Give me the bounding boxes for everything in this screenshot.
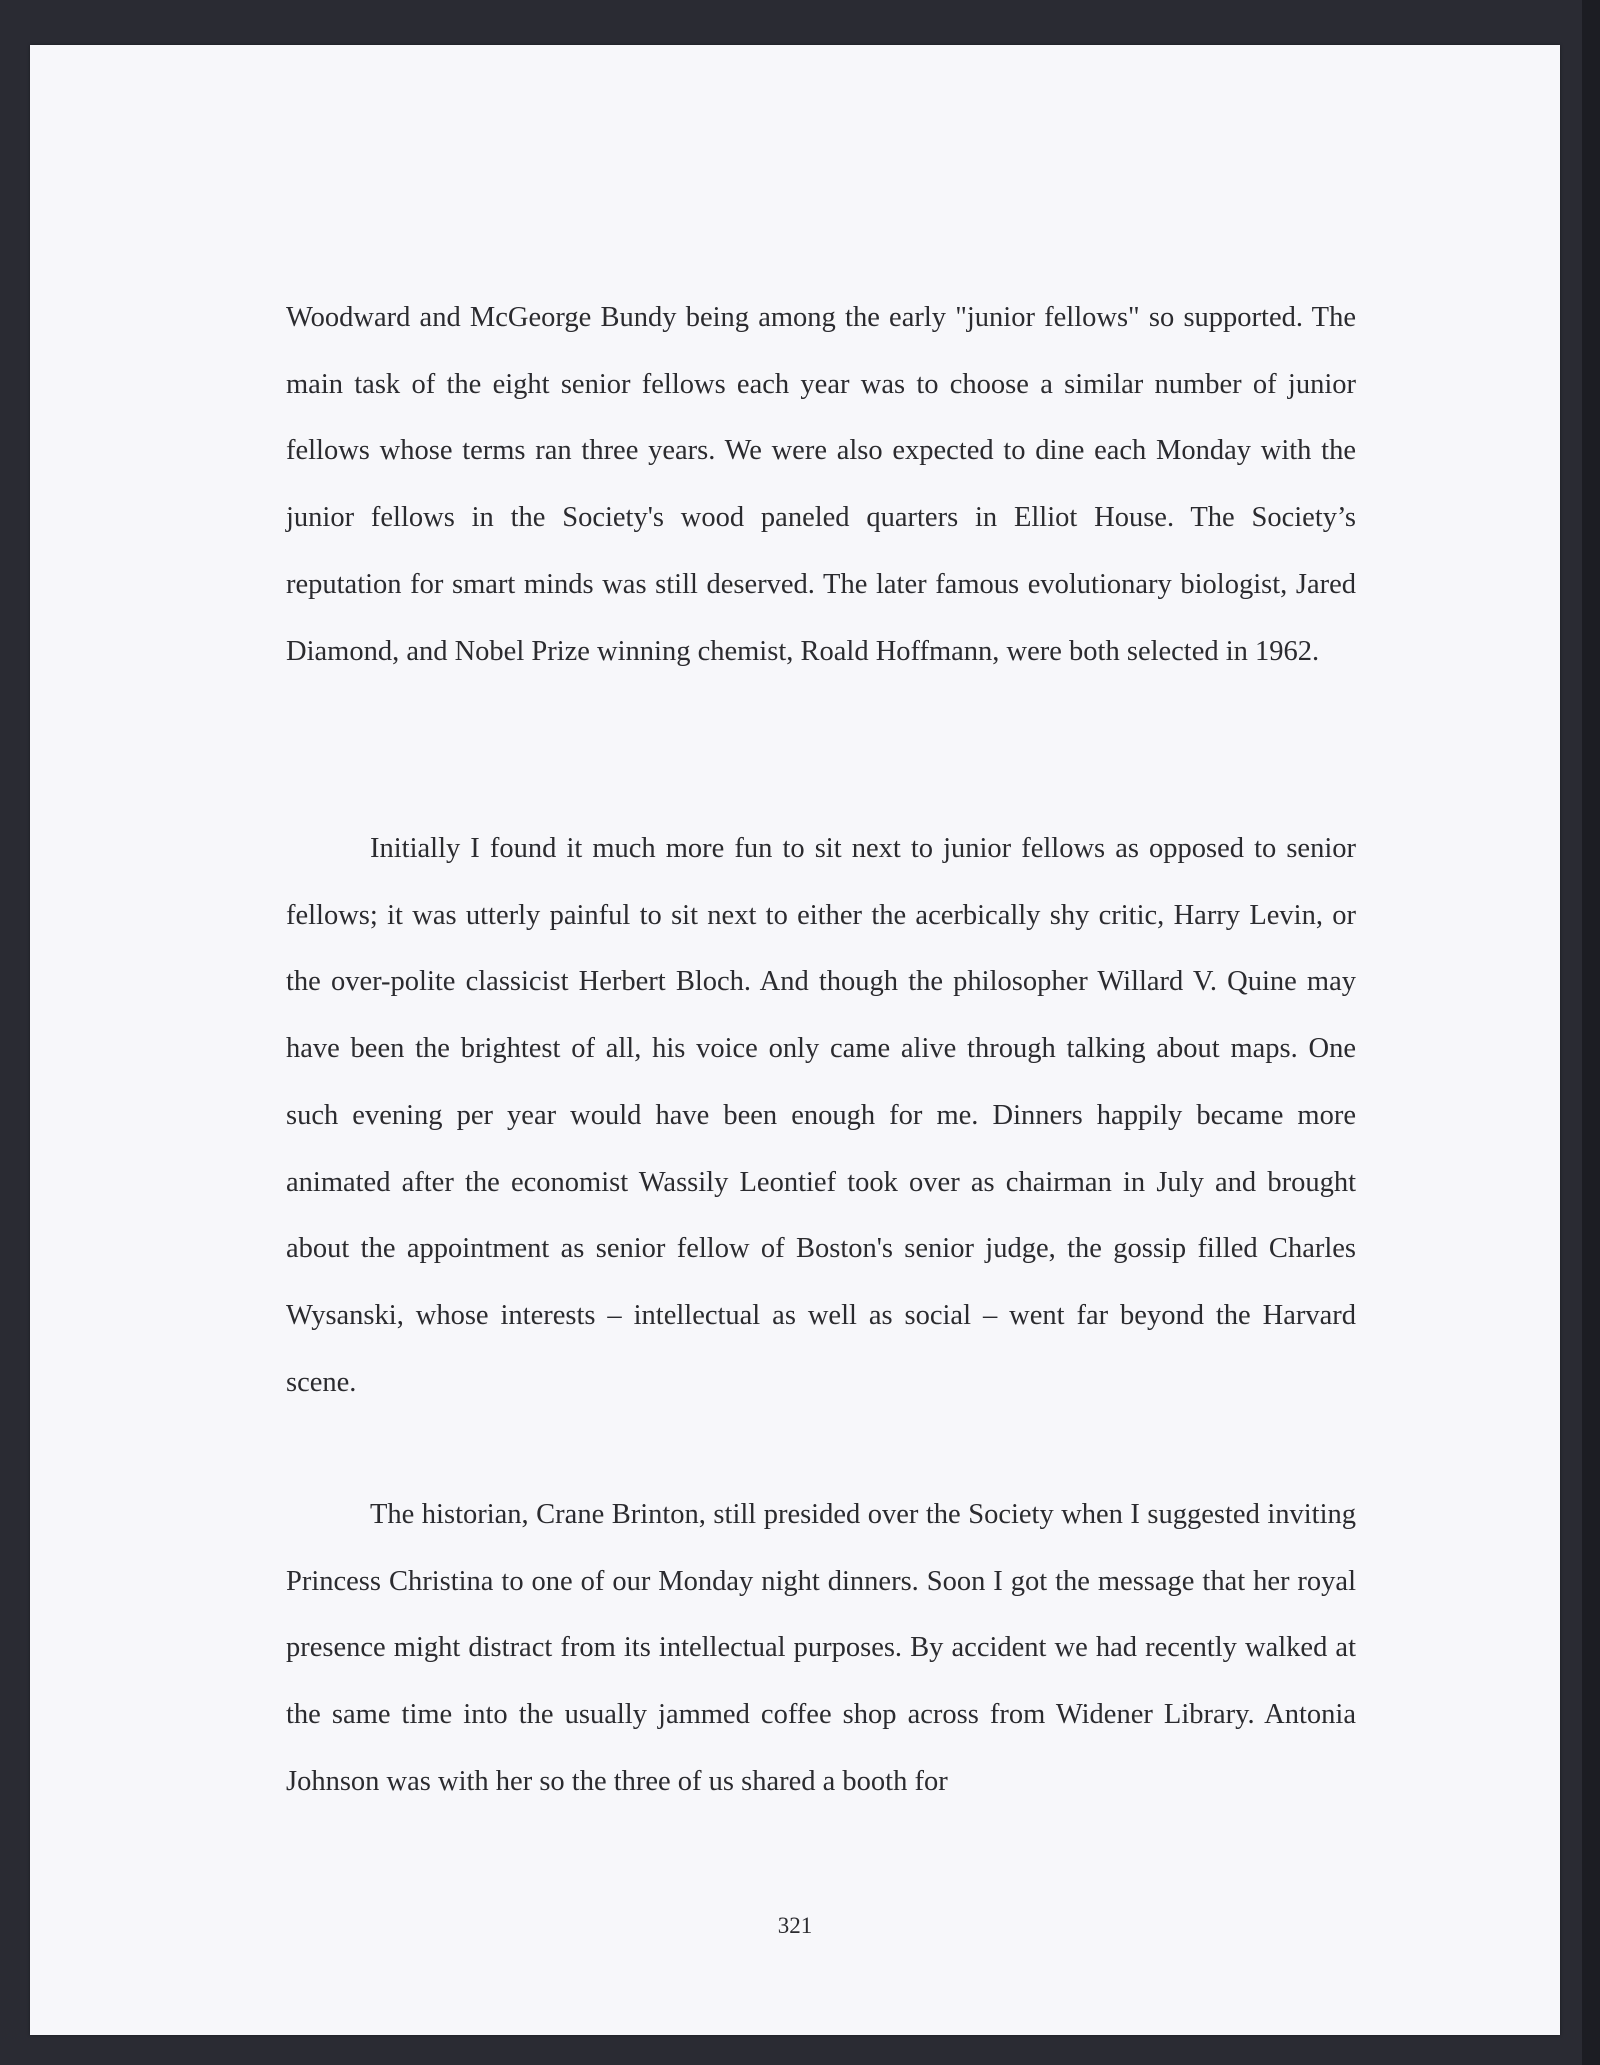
page-number: 321 <box>777 1913 813 1938</box>
document-page <box>30 45 1560 2035</box>
paragraph-3: The historian, Crane Brinton, still presided over the Society when I suggested inviting Princess Christina to one of our Monday night dinners. Soon I got the message that her royal presence might distract from its intellectual purposes. By accident we had recently walked at the same time into the usually jammed coffee shop across from Widener Library. Antonia Johnson was with her so the three of us shared a booth for <box>286 1499 1356 1797</box>
paragraph-2: Initially I found it much more fun to sit next to junior fellows as opposed to senior fellows; it was utterly painful to sit next to either the acerbically shy critic, Harry Levin, or the over-polite classicist Herbert Bloch. And though the philosopher Willard V. Quine may have been the brightest of all, his voice only came alive through talking about maps. One such evening per year would have been enough for me. Dinners happily became more animated after the economist Wassily Leontief took over as chairman in July and brought about the appointment as senior fellow of Boston's senior judge, the gossip filled Charles Wysanski, whose interests – intellectual as well as social – went far beyond the Harvard scene. <box>286 833 1356 1398</box>
scan-edge <box>1582 0 1600 2065</box>
paragraph-1: Woodward and McGeorge Bundy being among the early "junior fellows" so supported. The main task of the eight senior fellows each year was to choose a similar number of junior fellows whose terms ran three years. We were also expected to dine each Monday with the junior fellows in the Society's wood paneled quarters in Elliot House. The Society’s reputation for smart minds was still deserved. The later famous evolutionary biologist, Jared Diamond, and Nobel Prize winning chemist, Roald Hoffmann, were both selected in 1962. <box>286 302 1356 667</box>
